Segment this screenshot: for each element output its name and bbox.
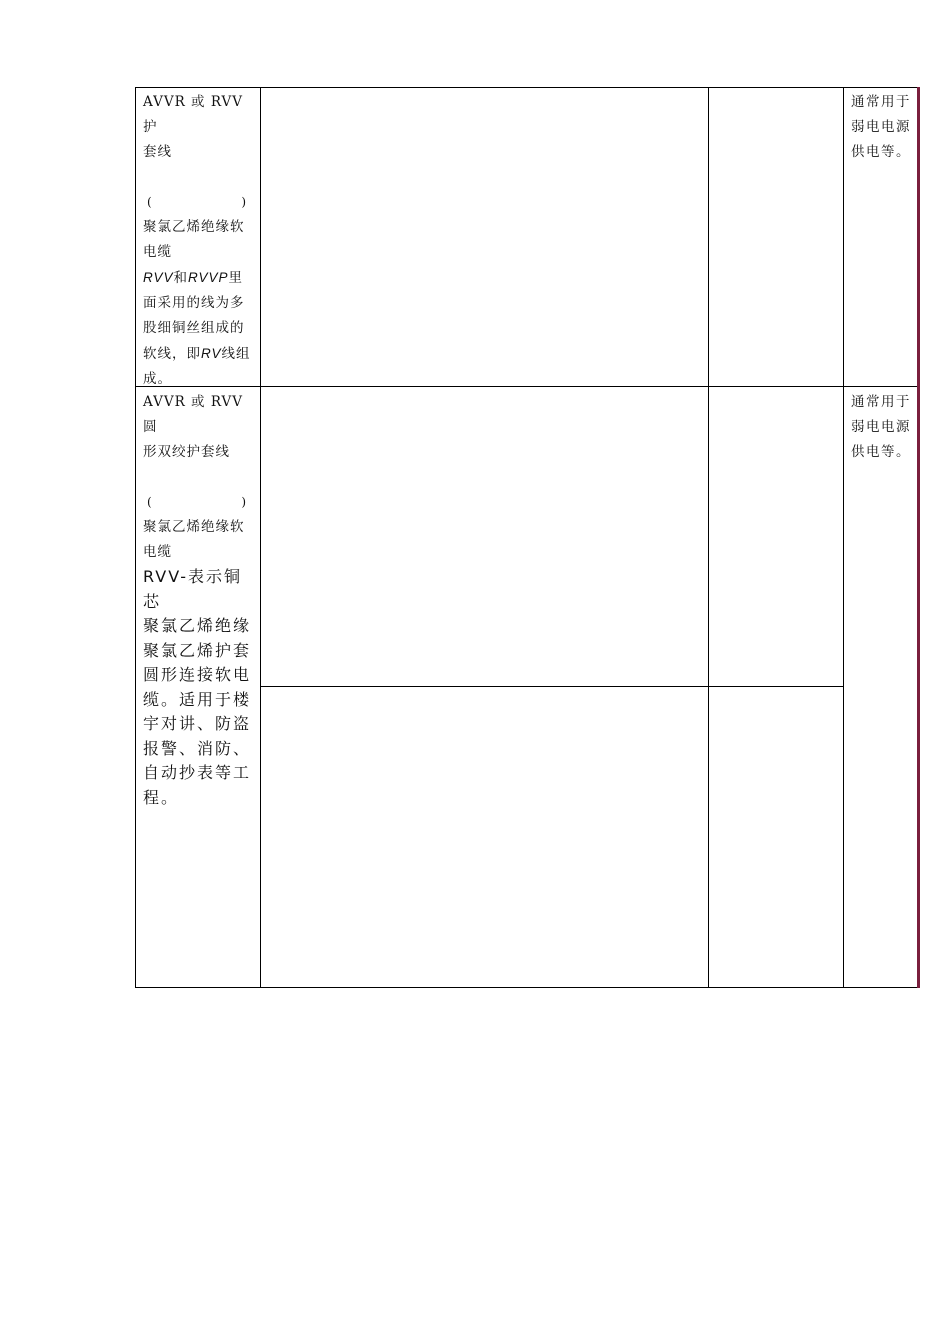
row2-desc-line9: 程。 — [143, 787, 180, 807]
row2-name-line1: AVVR 或 RVV 圆 — [143, 394, 244, 435]
table-border-bottom — [135, 987, 919, 988]
table-border-right — [917, 87, 920, 988]
row1-note-line3: 供电等。 — [851, 144, 911, 160]
row2-name-cell — [143, 390, 258, 810]
row2-spec-cell-a — [709, 387, 843, 686]
row1-subtitle-line1: 聚氯乙烯绝缘软 — [143, 219, 245, 235]
row2-subtitle-line2: 电缆 — [143, 544, 172, 560]
row1-desc-line4: 软线，即RV线组 — [143, 346, 251, 362]
row2-note-line3: 供电等。 — [851, 444, 911, 460]
row1-note-line1: 通常用于 — [851, 94, 911, 110]
row1-desc-line1: RVV和RVVP里 — [143, 270, 244, 286]
row2-desc-line7: 报警、消防、 — [143, 738, 252, 758]
row2-image-cell-a — [261, 387, 708, 686]
row2-desc-line2: 聚氯乙烯绝缘 — [143, 616, 252, 635]
row1-desc-line5: 成。 — [143, 371, 172, 387]
row2-desc-line1: RVV-表示铜芯 — [143, 567, 242, 611]
row2-parentheses: ( ) — [147, 495, 247, 509]
table-border-left — [135, 87, 136, 988]
row2-note-cell — [851, 390, 915, 465]
row2-image-cell-b — [261, 687, 708, 987]
row2-subtitle-line1: 聚氯乙烯绝缘软 — [143, 519, 245, 535]
row2-note-line1: 通常用于 — [851, 394, 911, 410]
row2-spec-cell-b — [709, 687, 843, 987]
row2-desc-line5: 缆。适用于楼 — [143, 689, 252, 709]
row2-desc-line6: 宇对讲、防盗 — [143, 714, 252, 733]
row1-note-cell — [851, 90, 915, 165]
row1-name-line2: 套线 — [143, 144, 172, 160]
row2-desc-line3: 聚氯乙烯护套 — [143, 640, 252, 660]
row1-parentheses: ( ) — [147, 195, 247, 209]
row1-subtitle-line2: 电缆 — [143, 244, 172, 260]
row2-name-line2: 形双绞护套线 — [143, 444, 230, 460]
row1-spec-cell — [709, 88, 843, 386]
row1-note-line2: 弱电电源 — [851, 119, 911, 135]
row2-desc-line4: 圆形连接软电 — [143, 665, 252, 684]
row1-name-line1: AVVR 或 RVV 护 — [143, 94, 244, 135]
row1-desc-line3: 股细铜丝组成的 — [143, 320, 245, 336]
column-divider-3 — [843, 87, 844, 988]
row2-desc-line8: 自动抄表等工 — [143, 763, 252, 782]
row2-note-line2: 弱电电源 — [851, 419, 911, 435]
row1-name-cell — [143, 90, 258, 392]
row1-image-cell — [261, 88, 708, 386]
row1-desc-line2: 面采用的线为多 — [143, 295, 245, 311]
spec-table — [135, 87, 921, 989]
